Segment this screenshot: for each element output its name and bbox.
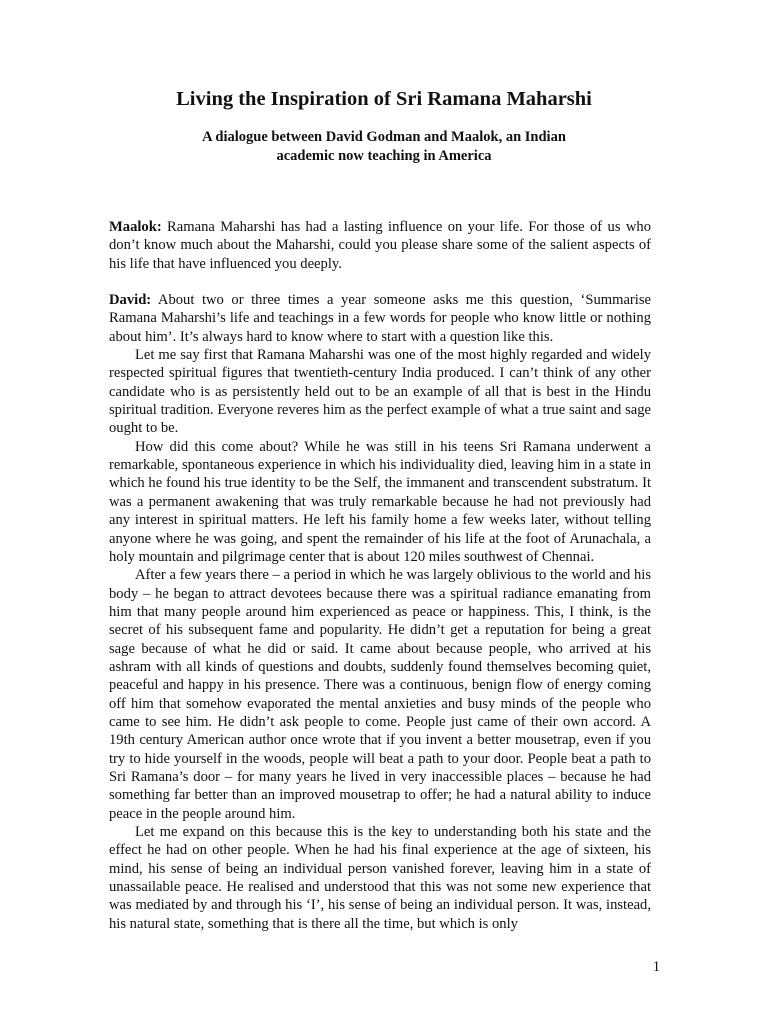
paragraph-text: Ramana Maharshi has had a lasting influence on your life. For those of us who don’t know much about the Maharshi, could you please share some of the salient aspects of his life that have influenced you deeply. bbox=[109, 219, 651, 272]
paragraph: Let me say first that Ramana Maharshi was one of the most highly regarded and widely respected spiritual figures that twentieth-century India produced. I can’t think of any other candidate who is as persistently held out to be an example of all that is best in the Hindu spiritual tradition. Everyone reveres him as the perfect example of what a true saint and sage ought to be. bbox=[109, 347, 651, 437]
subtitle-line-1: A dialogue between David Godman and Maalok, an Indian bbox=[202, 129, 566, 145]
page-number: 1 bbox=[652, 959, 660, 975]
paragraph: Let me expand on this because this is the key to understanding both his state and the effect he had on other people. When he had his final experience at the age of sixteen, his mind, his sense of being an individual person vanished forever, leaving him in a state of unassailable peace. He realised and understood that this was not some new experience that was mediated by and through his ‘I’, his sense of being an individual person. It was, instead, his natural state, something that is there all the time, but which is only bbox=[109, 824, 651, 932]
speaker-label: Maalok: bbox=[109, 219, 162, 235]
subtitle-line-2: academic now teaching in America bbox=[276, 148, 492, 164]
paragraph-maalok-question bbox=[109, 218, 651, 273]
document-title: Living the Inspiration of Sri Ramana Maharshi bbox=[176, 88, 592, 110]
paragraph: How did this come about? While he was still in his teens Sri Ramana underwent a remarkable, spontaneous experience in which his individuality died, leaving him in a state in which he found his true identity to be the Self, the immanent and transcendent substratum. It was a permanent awakening that was truly remarkable because he had not previously had any interest in spiritual matters. He left his family home a few weeks later, without telling anyone where he was going, and spent the remainder of his life at the foot of Arunachala, a holy mountain and pilgrimage center that is about 120 miles southwest of Chennai. bbox=[109, 438, 651, 565]
document-subtitle bbox=[150, 128, 618, 166]
paragraph-david-answer bbox=[109, 291, 651, 346]
speaker-label: David: bbox=[109, 292, 152, 309]
paragraph: After a few years there – a period in which he was largely oblivious to the world and his body – he began to attract devotees because there was a spiritual radiance emanating from him that many people around him experienced as peace or happiness. This, I think, is the secret of his subsequent fame and popularity. He didn’t get a reputation for being a great sage because of what he did or said. It came about because people, who arrived at his ashram with all kinds of questions and doubts, suddenly found themselves becoming quiet, peaceful and happy in his presence. There was a continuous, benign flow of energy coming off him that somehow evaporated the mental anxieties and busy minds of the people who came to see him. He didn’t ask people to come. People just came of their own accord. A 19th century American author once wrote that if you invent a better mousetrap, even if you try to hide yourself in the woods, people will beat a path to your door. People beat a path to Sri Ramana’s door – for many years he lived in very inaccessible places – because he had something far better than an improved mousetrap to offer; he had a natural ability to induce peace in the people around him. bbox=[109, 567, 651, 822]
paragraph-text: About two or three times a year someone asks me this question, ‘Summarise Ramana Maharshi’s life and teachings in a few words for people who know little or nothing about him’. It’s always hard to know where to start with a question like this. bbox=[109, 292, 651, 345]
dialogue-body bbox=[109, 218, 651, 933]
